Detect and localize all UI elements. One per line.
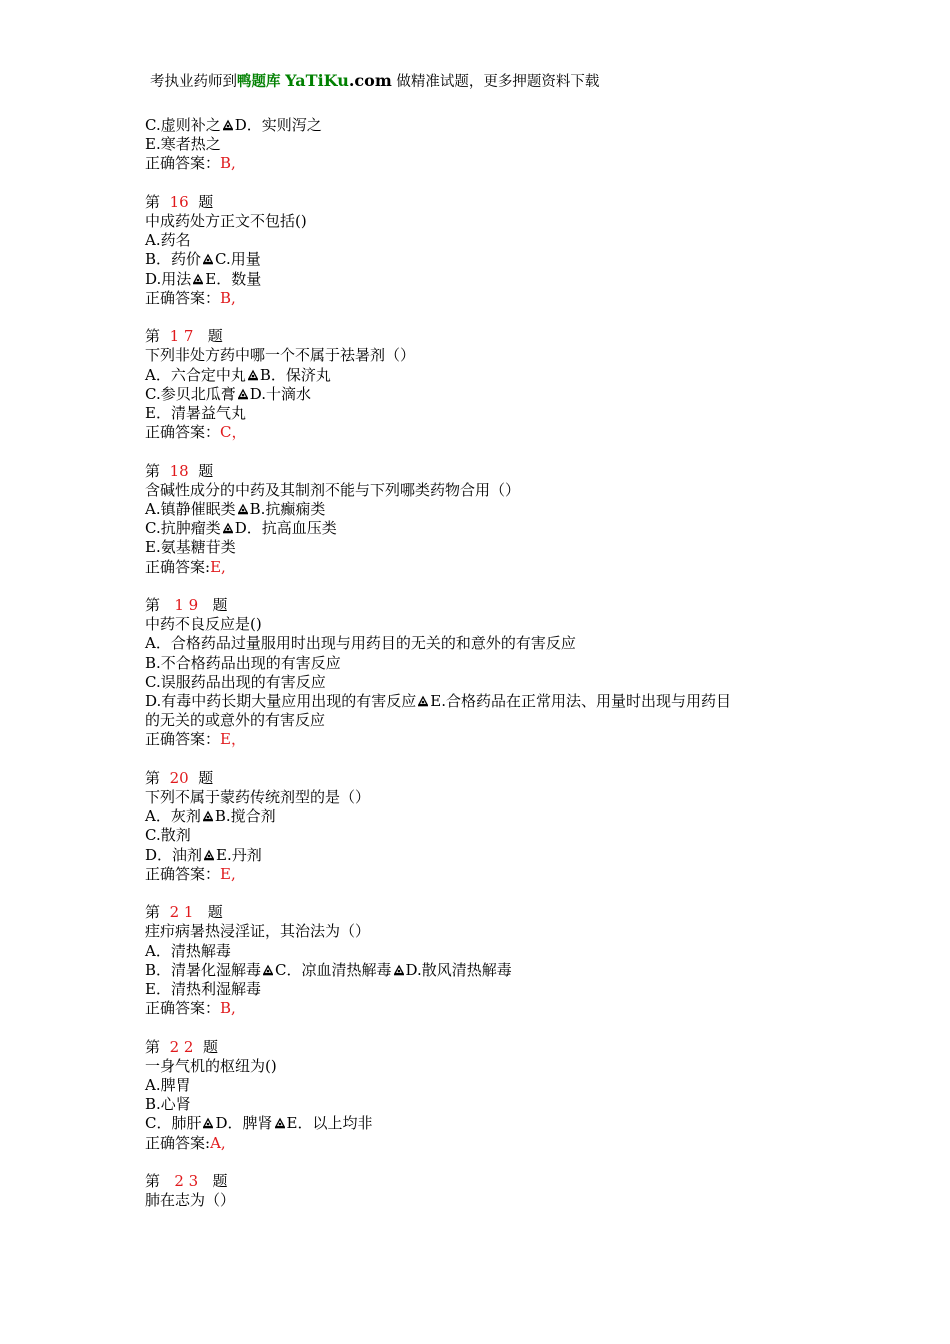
option-line xyxy=(145,961,805,980)
question-stem: 下列非处方药中哪一个不属于祛暑剂（） xyxy=(145,346,416,365)
question-list xyxy=(145,116,805,1210)
question-number: 18 xyxy=(169,461,189,480)
bell-glyph-icon xyxy=(237,503,249,515)
option-line xyxy=(145,250,805,269)
option-a: A．灰剂 xyxy=(145,807,201,826)
option-c: C．凉血清热解毒 xyxy=(275,960,392,979)
question-title: 第 2 1 题 xyxy=(145,903,223,922)
header-site-tld: .com xyxy=(348,71,392,90)
option-e-continued: 的无关的或意外的有害反应 xyxy=(145,711,326,730)
answer-value: B, xyxy=(220,154,236,173)
option-line xyxy=(145,116,805,135)
option-line xyxy=(145,366,805,385)
bell-glyph-icon xyxy=(417,695,429,707)
question-stem: 中药不良反应是() xyxy=(145,615,262,634)
question-title: 第 16 题 xyxy=(145,192,214,211)
option-b: B．清暑化湿解毒 xyxy=(145,960,262,979)
answer-value: E, xyxy=(210,557,226,576)
option-line xyxy=(145,1114,805,1133)
page-header xyxy=(150,71,870,92)
answer-label: 正确答案： xyxy=(145,154,221,173)
option-a: A．六合定中丸 xyxy=(145,365,246,384)
option-d: D．实则泻之 xyxy=(234,116,322,134)
option-d: D.散风清热解毒 xyxy=(405,960,512,979)
answer-line xyxy=(145,154,805,173)
question-stem: 中成药处方正文不包括() xyxy=(145,212,307,230)
question-stem: 一身气机的枢纽为() xyxy=(145,1056,277,1075)
answer-value: B, xyxy=(220,288,236,307)
bell-glyph-icon xyxy=(222,119,234,131)
option-a: A．清热解毒 xyxy=(145,941,231,960)
answer-line xyxy=(145,289,805,308)
header-suffix: 做精准试题，更多押题资料下载 xyxy=(396,74,600,90)
answer-label: 正确答案: xyxy=(145,1133,211,1152)
question-number: 2 3 xyxy=(174,1172,199,1191)
option-c: C.虚则补之 xyxy=(145,116,221,134)
question-title: 第 18 题 xyxy=(145,461,214,480)
question-title: 第 1 7 题 xyxy=(145,327,223,346)
answer-label: 正确答案: xyxy=(145,557,211,576)
bell-glyph-icon xyxy=(247,369,259,381)
bell-glyph-icon xyxy=(202,1117,214,1129)
answer-value: C， xyxy=(220,423,247,442)
question-number: 2 1 xyxy=(169,903,194,922)
option-a: A.脾胃 xyxy=(145,1076,191,1095)
option-c: C.散剂 xyxy=(145,826,191,845)
question-stem: 含碱性成分的中药及其制剂不能与下列哪类药物合用（） xyxy=(145,480,521,499)
option-e: E．清热利湿解毒 xyxy=(145,980,261,999)
bell-glyph-icon xyxy=(202,253,214,265)
answer-line xyxy=(145,999,805,1018)
question-stem: 疰疖病暑热浸淫证，其治法为（） xyxy=(145,922,371,941)
question-stem: 肺在志为（） xyxy=(145,1191,236,1210)
header-site-name: YaTiKu xyxy=(285,71,349,90)
option-b: B.抗癫痫类 xyxy=(249,500,326,519)
option-a: A．合格药品过量服用时出现与用药目的无关的和意外的有害反应 xyxy=(145,634,576,653)
bell-glyph-icon xyxy=(262,964,274,976)
option-b: B.心肾 xyxy=(145,1095,191,1114)
answer-line xyxy=(145,730,805,749)
answer-value: E, xyxy=(220,864,236,883)
answer-line xyxy=(145,865,805,884)
bell-glyph-icon xyxy=(393,964,405,976)
option-b: B.不合格药品出现的有害反应 xyxy=(145,653,341,672)
bell-glyph-icon xyxy=(222,522,234,534)
question-stem: 下列不属于蒙药传统剂型的是（） xyxy=(145,788,371,807)
answer-line xyxy=(145,1134,805,1153)
question-number: 1 7 xyxy=(169,327,194,346)
bell-glyph-icon xyxy=(192,273,204,285)
header-brand: 鸭题库 xyxy=(237,73,281,90)
option-line xyxy=(145,519,805,538)
option-b: B．药价 xyxy=(145,250,202,269)
answer-line xyxy=(145,423,805,442)
option-c: C．肺肝 xyxy=(145,1114,202,1133)
question-number: 16 xyxy=(169,192,189,211)
option-b: B.搅合剂 xyxy=(214,807,276,826)
option-d: D．脾肾 xyxy=(215,1114,273,1133)
answer-label: 正确答案： xyxy=(145,999,221,1018)
answer-value: B, xyxy=(220,999,236,1018)
option-d: D.用法 xyxy=(145,269,192,288)
answer-label: 正确答案： xyxy=(145,730,221,749)
option-a: A.镇静催眠类 xyxy=(145,500,236,519)
answer-label: 正确答案： xyxy=(145,423,221,442)
question-title: 第 1 9 题 xyxy=(145,596,228,615)
question-number: 20 xyxy=(169,768,189,787)
header-prefix: 考执业药师到 xyxy=(150,74,237,90)
question-title: 第 2 2 题 xyxy=(145,1037,218,1056)
question-title: 第 20 题 xyxy=(145,768,214,787)
bell-glyph-icon xyxy=(202,810,214,822)
option-line xyxy=(145,270,805,289)
option-e: E.氨基糖苷类 xyxy=(145,538,236,557)
option-d: D．抗高血压类 xyxy=(234,519,337,538)
bell-glyph-icon xyxy=(203,849,215,861)
option-d: D.有毒中药长期大量应用出现的有害反应 xyxy=(145,692,417,711)
option-c: C.参贝北瓜膏 xyxy=(145,384,236,403)
answer-value: E， xyxy=(220,730,246,749)
option-b: B．保济丸 xyxy=(259,365,331,384)
option-e: E.寒者热之 xyxy=(145,135,221,154)
option-d: D．油剂 xyxy=(145,845,203,864)
option-line xyxy=(145,846,805,865)
option-line xyxy=(145,385,805,404)
option-e: E．以上均非 xyxy=(286,1114,373,1133)
option-line xyxy=(145,807,805,826)
option-e: E.丹剂 xyxy=(216,845,262,864)
option-line xyxy=(145,500,805,519)
option-c: C.抗肿瘤类 xyxy=(145,519,221,538)
option-a: A.药名 xyxy=(145,231,191,250)
question-title: 第 2 3 题 xyxy=(145,1172,228,1191)
bell-glyph-icon xyxy=(237,388,249,400)
option-c: C.误服药品出现的有害反应 xyxy=(145,672,326,691)
answer-value: A, xyxy=(210,1133,226,1152)
answer-label: 正确答案： xyxy=(145,864,221,883)
option-d: D.十滴水 xyxy=(249,384,311,403)
option-e: E．数量 xyxy=(205,269,262,288)
option-e: E.合格药品在正常用法、用量时出现与用药目 xyxy=(430,692,731,711)
option-line xyxy=(145,692,805,711)
question-number: 2 2 xyxy=(169,1037,194,1056)
option-e: E．清暑益气丸 xyxy=(145,404,246,423)
option-c: C.用量 xyxy=(215,250,261,269)
answer-line xyxy=(145,558,805,577)
bell-glyph-icon xyxy=(274,1117,286,1129)
answer-label: 正确答案： xyxy=(145,288,221,307)
question-number: 1 9 xyxy=(174,596,199,615)
